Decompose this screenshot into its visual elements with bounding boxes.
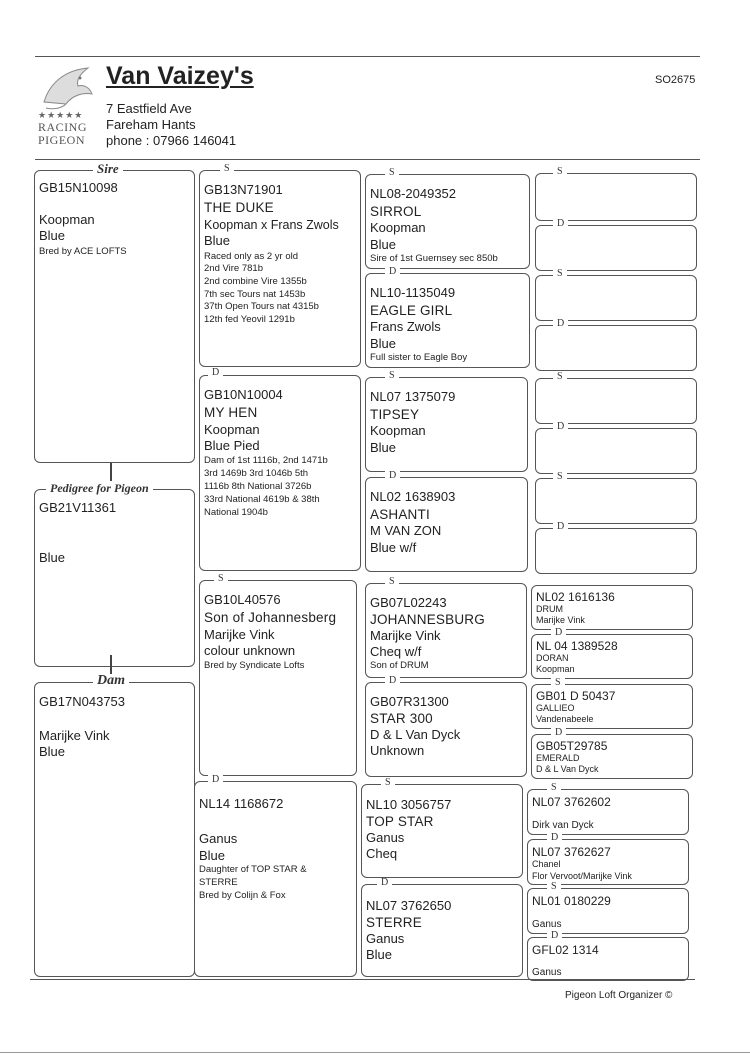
ss-note-6: 12th fed Yeovil 1291b: [204, 314, 295, 325]
ss-strain: Koopman x Frans Zwols: [204, 218, 339, 232]
ds-strain: Marijke Vink: [204, 627, 275, 642]
g4-9-breeder: Marijke Vink: [536, 615, 585, 625]
g4-14-ring: NL07 3762627: [532, 845, 611, 859]
dd-colour: Blue: [199, 848, 226, 863]
g4-4-legend: D: [553, 319, 568, 329]
ss-colour: Blue: [204, 233, 231, 248]
g4-box-1: [535, 173, 697, 221]
g3-2-note: Full sister to Eagle Boy: [370, 352, 468, 363]
dd-ring: NL14 1168672: [199, 796, 284, 811]
dd-note-2: STERRE: [199, 877, 238, 888]
dam-box: [34, 682, 195, 977]
g3-1-ring: NL08-2049352: [370, 186, 457, 201]
sire-strain: Koopman: [39, 212, 95, 227]
ds-colour: colour unknown: [204, 643, 296, 658]
logo-text-racing: RACING: [38, 120, 88, 134]
sd-colour: Blue Pied: [204, 438, 260, 453]
pedigree-legend: Pedigree for Pigeon: [46, 481, 153, 495]
address-line-1: 7 Eastfield Ave: [106, 101, 192, 116]
ss-name: THE DUKE: [204, 200, 274, 215]
sd-note-2: 3rd 1469b 3rd 1046b 5th: [204, 468, 309, 479]
g4-box-14: [527, 839, 689, 885]
g4-15-breeder: Ganus: [532, 919, 562, 930]
footer-credit: Pigeon Loft Organizer ©: [565, 990, 673, 1001]
ss-note-2: 2nd Vire 781b: [204, 263, 263, 274]
g4-box-7: [535, 478, 697, 524]
subject-ring: GB21V11361: [39, 500, 117, 515]
g3-4-strain: M VAN ZON: [370, 523, 442, 538]
g3-3-strain: Koopman: [370, 423, 426, 438]
g3-6-colour: Unknown: [370, 743, 425, 758]
dam-sire-box: [199, 580, 357, 776]
g4-box-12: [531, 734, 693, 779]
g3-3-legend: S: [385, 371, 399, 381]
g3-1-strain: Koopman: [370, 220, 426, 235]
g4-12-name: EMERALD: [536, 753, 580, 763]
g4-12-legend: D: [551, 728, 566, 738]
g4-8-legend: D: [553, 522, 568, 532]
g3-4-name: ASHANTI: [370, 507, 430, 522]
sire-box: [34, 170, 195, 463]
ss-note-1: Raced only as 2 yr old: [204, 251, 298, 262]
g3-5-legend: S: [385, 577, 399, 587]
sd-ring: GB10N10004: [204, 387, 283, 402]
ss-note-5: 37th Open Tours nat 4315b: [204, 301, 319, 312]
dd-legend: D: [208, 775, 223, 785]
sd-note-1: Dam of 1st 1116b, 2nd 1471b: [204, 455, 328, 466]
phone: phone : 07966 146041: [106, 133, 237, 148]
reference-number: SO2675: [655, 74, 696, 86]
ss-note-4: 7th sec Tours nat 1453b: [204, 289, 306, 300]
sire-legend: Sire: [93, 162, 123, 176]
sd-note-3: 1116b 8th National 3726b: [204, 481, 312, 492]
g4-box-2: [535, 225, 697, 271]
g4-11-ring: GB01 D 50437: [536, 689, 616, 703]
g3-box-8: [361, 884, 523, 977]
g3-1-note: Sire of 1st Guernsey sec 850b: [370, 253, 498, 264]
g3-5-note: Son of DRUM: [370, 660, 429, 671]
g4-5-legend: S: [553, 372, 567, 382]
sd-name: MY HEN: [204, 405, 258, 420]
g3-3-ring: NL07 1375079: [370, 389, 456, 404]
g4-13-breeder: Dirk van Dyck: [532, 820, 594, 831]
g3-2-strain: Frans Zwols: [370, 319, 441, 334]
g4-10-legend: D: [551, 628, 566, 638]
g4-13-legend: S: [547, 783, 561, 793]
g4-12-breeder: D & L Van Dyck: [536, 764, 599, 774]
g4-14-name: Chanel: [532, 859, 561, 869]
g4-16-legend: D: [547, 931, 562, 941]
g3-7-legend: S: [381, 778, 395, 788]
page-edge: [0, 1052, 750, 1053]
g3-7-ring: NL10 3056757: [366, 797, 452, 812]
sd-note-5: National 1904b: [204, 507, 268, 518]
g4-14-legend: D: [547, 833, 562, 843]
ss-ring: GB13N71901: [204, 182, 283, 197]
g3-2-ring: NL10-1135049: [370, 285, 456, 300]
g4-3-legend: S: [553, 269, 567, 279]
g3-6-name: STAR 300: [370, 711, 433, 726]
g4-11-breeder: Vandenabeele: [536, 714, 594, 724]
g4-10-breeder: Koopman: [536, 664, 575, 674]
dd-note-3: Bred by Colijn & Fox: [199, 890, 286, 901]
g4-10-name: DORAN: [536, 653, 569, 663]
g4-box-4: [535, 325, 697, 371]
g3-5-colour: Cheq w/f: [370, 644, 422, 659]
ss-legend: S: [220, 164, 234, 174]
g3-4-colour: Blue w/f: [370, 540, 417, 555]
g3-2-name: EAGLE GIRL: [370, 303, 453, 318]
g4-16-breeder: Ganus: [532, 967, 562, 978]
loft-name: Van Vaizey's: [106, 62, 254, 90]
g3-1-legend: S: [385, 168, 399, 178]
g4-9-name: DRUM: [536, 604, 563, 614]
ds-note-1: Bred by Syndicate Lofts: [204, 660, 305, 671]
g3-8-name: STERRE: [366, 915, 422, 930]
subject-box: [34, 489, 195, 667]
logo-stars: ★★★★★: [38, 110, 84, 120]
g4-15-legend: S: [547, 882, 561, 892]
g3-box-2: [365, 273, 530, 368]
g4-12-ring: GB05T29785: [536, 739, 608, 753]
dam-strain: Marijke Vink: [39, 728, 110, 743]
g3-1-name: SIRROL: [370, 204, 422, 219]
g4-11-legend: S: [551, 678, 565, 688]
logo-text-pigeon: PIGEON: [38, 133, 85, 147]
g4-box-3: [535, 275, 697, 321]
g3-7-colour: Cheq: [366, 846, 398, 861]
dam-colour: Blue: [39, 744, 66, 759]
racing-pigeon-logo: [36, 62, 100, 152]
g3-6-ring: GB07R31300: [370, 694, 449, 709]
g3-box-4: [365, 477, 528, 572]
sire-note: Bred by ACE LOFTS: [39, 246, 127, 257]
sd-note-4: 33rd National 4619b & 38th: [204, 494, 320, 505]
g4-2-legend: D: [553, 219, 568, 229]
g3-4-legend: D: [385, 471, 400, 481]
bottom-rule: [30, 979, 695, 980]
sd-strain: Koopman: [204, 422, 260, 437]
g4-1-legend: S: [553, 167, 567, 177]
g4-box-9: [531, 585, 693, 630]
dd-note-1: Daughter of TOP STAR &: [199, 864, 307, 875]
g3-box-7: [361, 784, 523, 878]
subject-colour: Blue: [39, 550, 66, 565]
top-rule: [35, 56, 700, 57]
g3-3-colour: Blue: [370, 440, 397, 455]
g3-2-legend: D: [385, 267, 400, 277]
g3-8-strain: Ganus: [366, 931, 405, 946]
g3-5-ring: GB07L02243: [370, 595, 447, 610]
g3-4-ring: NL02 1638903: [370, 489, 456, 504]
sire-dam-box: [199, 375, 361, 571]
g4-box-10: [531, 634, 693, 679]
g3-7-name: TOP STAR: [366, 814, 434, 829]
g3-5-name: JOHANNESBURG: [370, 612, 485, 627]
g3-6-legend: D: [385, 676, 400, 686]
g4-15-ring: NL01 0180229: [532, 894, 611, 908]
g3-8-ring: NL07 3762650: [366, 898, 452, 913]
g4-box-16: [527, 937, 689, 981]
dam-dam-box: [194, 781, 357, 977]
dd-strain: Ganus: [199, 831, 238, 846]
dam-ring: GB17N043753: [39, 694, 126, 709]
sire-ring: GB15N10098: [39, 180, 118, 195]
g4-7-legend: S: [553, 472, 567, 482]
g3-box-5: [365, 583, 527, 678]
g4-box-5: [535, 378, 697, 424]
g4-11-name: GALLIEO: [536, 703, 575, 713]
g3-5-strain: Marijke Vink: [370, 628, 441, 643]
g3-3-name: TIPSEY: [370, 407, 420, 422]
g3-box-1: [365, 174, 530, 269]
g4-box-6: [535, 428, 697, 474]
address-line-2: Fareham Hants: [106, 117, 196, 132]
g4-9-ring: NL02 1616136: [536, 590, 615, 604]
g4-box-11: [531, 684, 693, 729]
sd-legend: D: [208, 368, 223, 378]
g4-box-13: [527, 789, 689, 835]
g4-6-legend: D: [553, 422, 568, 432]
g4-14-breeder: Flor Vervoot/Marijke Vink: [532, 871, 632, 881]
g4-box-8: [535, 528, 697, 574]
g3-8-colour: Blue: [366, 947, 393, 962]
g3-2-colour: Blue: [370, 336, 397, 351]
ds-name: Son of Johannesberg: [204, 610, 337, 625]
g4-16-ring: GFL02 1314: [532, 943, 599, 957]
ds-legend: S: [214, 574, 228, 584]
sire-sire-box: [199, 170, 361, 367]
ds-ring: GB10L40576: [204, 592, 281, 607]
header-rule: [35, 159, 700, 160]
g4-10-ring: NL 04 1389528: [536, 639, 618, 653]
ss-note-3: 2nd combine Vire 1355b: [204, 276, 307, 287]
g3-1-colour: Blue: [370, 237, 397, 252]
g3-box-6: [365, 682, 527, 777]
g3-7-strain: Ganus: [366, 830, 405, 845]
g3-6-strain: D & L Van Dyck: [370, 727, 461, 742]
sire-colour: Blue: [39, 228, 66, 243]
dam-legend: Dam: [93, 674, 129, 688]
eagle-icon: [36, 62, 100, 114]
g4-13-ring: NL07 3762602: [532, 795, 611, 809]
g4-box-15: [527, 888, 689, 934]
g3-8-legend: D: [377, 878, 392, 888]
g3-box-3: [365, 377, 528, 472]
